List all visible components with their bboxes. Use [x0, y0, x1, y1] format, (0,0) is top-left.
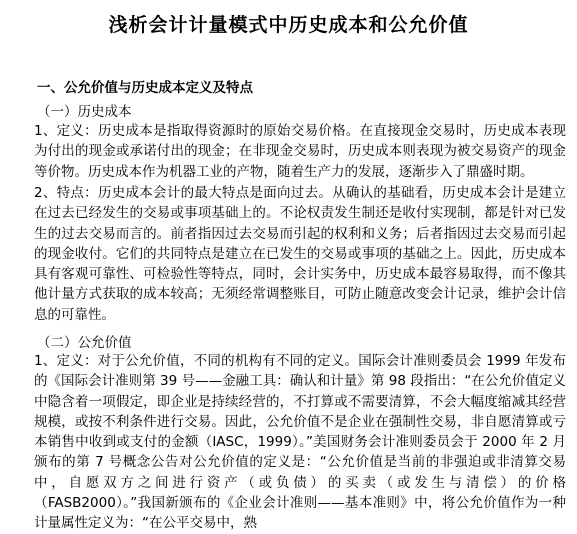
subsection-heading-fair-value: （二）公允价值 [37, 335, 132, 351]
document-title: 浅析会计计量模式中历史成本和公允价值 [108, 14, 469, 36]
paragraph-text: 1、定义：对于公允价值，不同的机构有不同的定义。国际会计准则委员会 1999 年发布的《国际会计准则第 39 号——金融工具：确认和计量》第 98 段指出：“在公允价值定义中隐含着一项假定，即企业是持续经营的，不打算或不需要清算，不会大幅度缩减其经营规模，或按不利条件进行交易。因此，公允价值不是企业在强制性交易，非自愿清算或亏本销售中收到或支付的金额（IASC，1999）。”美国财务会计准则委员会于 2000 年 2 月颁布的第 7 号概念公告对公允价值的定义是：“公允价值是当前的非强迫或非清算交易中，自愿双方之间进行资产（或负债）的买卖（或发生与清偿）的价格（FASB2000）。”我国新颁布的《企业会计准则——基本准则》中，将公允价值作为一种计量属性定义为：“在公平交易中，熟 [34, 353, 566, 532]
paragraph-definition-historical-cost [8, 121, 566, 182]
paragraph-text: 2、特点：历史成本会计的最大特点是面向过去。从确认的基础看，历史成本会计是建立在过去已经发生的交易或事项基础上的。不论权责发生制还是收付实现制，都是针对已发生的过去交易而言的。前者指因过去交易而引起的权利和义务；后者指因过去交易而引起的现金收付。它们的共同特点是建立在已发生的交易或事项的基础之上。因此，历史成本具有客观可靠性、可检验性等特点，同时，会计实务中，历史成本最容易取得，而不像其他计量方式获取的成本较高；无须经常调整账目，可防止随意改变会计记录，维护会计信息的可靠性。 [34, 185, 566, 323]
paragraph-text: 1、定义：历史成本是指取得资源时的原始交易价格。在直接现金交易时，历史成本表现为付出的现金或承诺付出的现金；在非现金交易时，历史成本则表现为被交易资产的现金等价物。历史成本作为机器工业的产物，随着生产力的发展，逐渐步入了鼎盛时期。 [34, 123, 566, 180]
paragraph-features-historical-cost [8, 183, 566, 325]
subsection-heading-historical-cost: （一）历史成本 [37, 104, 132, 120]
section-heading: 一、公允价值与历史成本定义及特点 [37, 80, 253, 96]
paragraph-definition-fair-value [8, 351, 566, 534]
